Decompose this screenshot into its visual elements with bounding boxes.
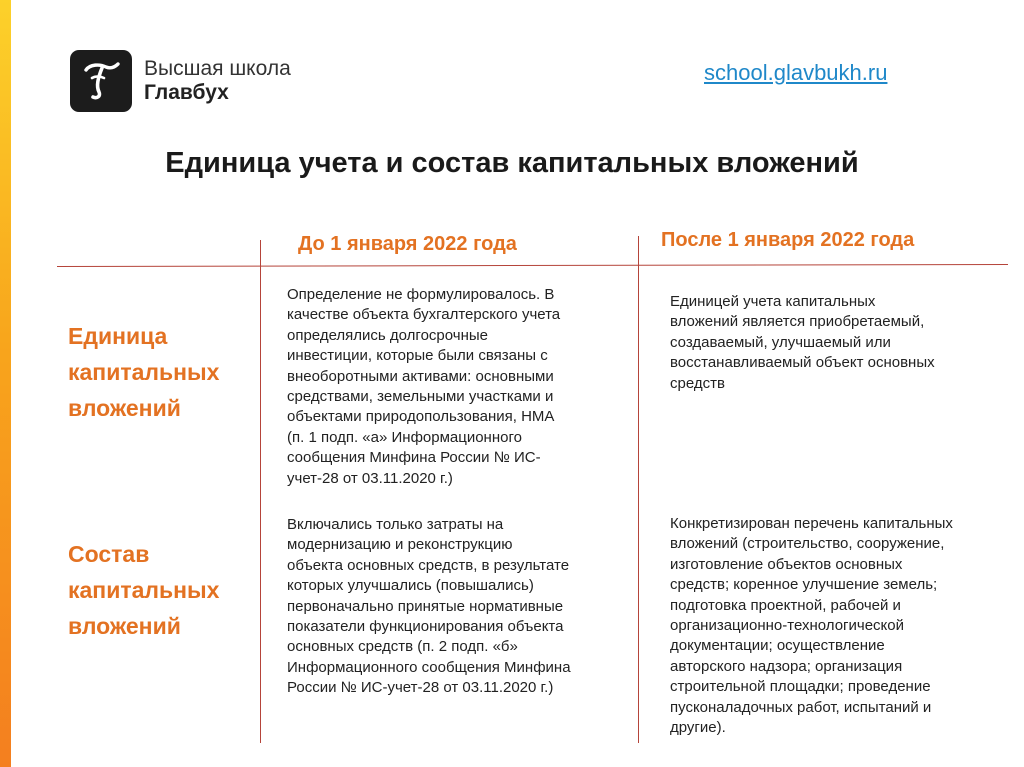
- cell-unit-before: Определение не формулировалось. В качестве объекта бухгалтерского учета определялись долгосрочные инвестиции, которые были связаны с внеоборотными активами: основными средствами, земельными участками и объектами природопользования, НМА (п. 1 подп. «а» Информационного сообщения Минфина России № ИС- учет-28 от 03.11.2020 г.): [287, 286, 561, 487]
- site-link[interactable]: school.glavbukh.ru: [704, 60, 888, 85]
- table-divider-horizontal: [57, 264, 1008, 267]
- cell-unit-after: Единицей учета капитальных вложений является приобретаемый, создаваемый, улучшаемый или восстанавливаемый объект основных средств: [670, 293, 935, 392]
- cell-composition-after: Конкретизирован перечень капитальных вложений (строительство, сооружение, изготовление объектов основных средств; коренное улучшение земель; подготовка проектной, рабочей и организационно-технологической документации; осуществление авторского надзора; организация строительной площадки; проведение пусконаладочных работ, испытаний и другие).: [670, 515, 953, 737]
- row-label-unit: Единица капитальных вложений: [68, 323, 220, 421]
- cell-composition-before: Включались только затраты на модернизацию и реконструкцию объекта основных средств, в результате которых улучшались (повышались) первоначально принятые нормативные показатели функционирования объекта основных средств (п. 2 подп. «б» Информационного сообщения Минфина России № ИС-учет-28 от 03.11.2020 г.): [287, 516, 571, 697]
- brand-logo: [70, 50, 291, 112]
- column-header-before: До 1 января 2022 года: [298, 233, 517, 255]
- row-label-composition: Состав капитальных вложений: [68, 541, 220, 639]
- accent-bar: [0, 0, 11, 767]
- table-divider-right: [638, 236, 639, 743]
- brand-line2: Главбух: [144, 81, 229, 104]
- brand-line1: Высшая школа: [144, 57, 291, 80]
- column-header-after: После 1 января 2022 года: [661, 229, 915, 251]
- page-title: Единица учета и состав капитальных вложений: [165, 147, 859, 179]
- table-divider-left: [260, 240, 261, 743]
- logo-mark-icon: [70, 50, 132, 112]
